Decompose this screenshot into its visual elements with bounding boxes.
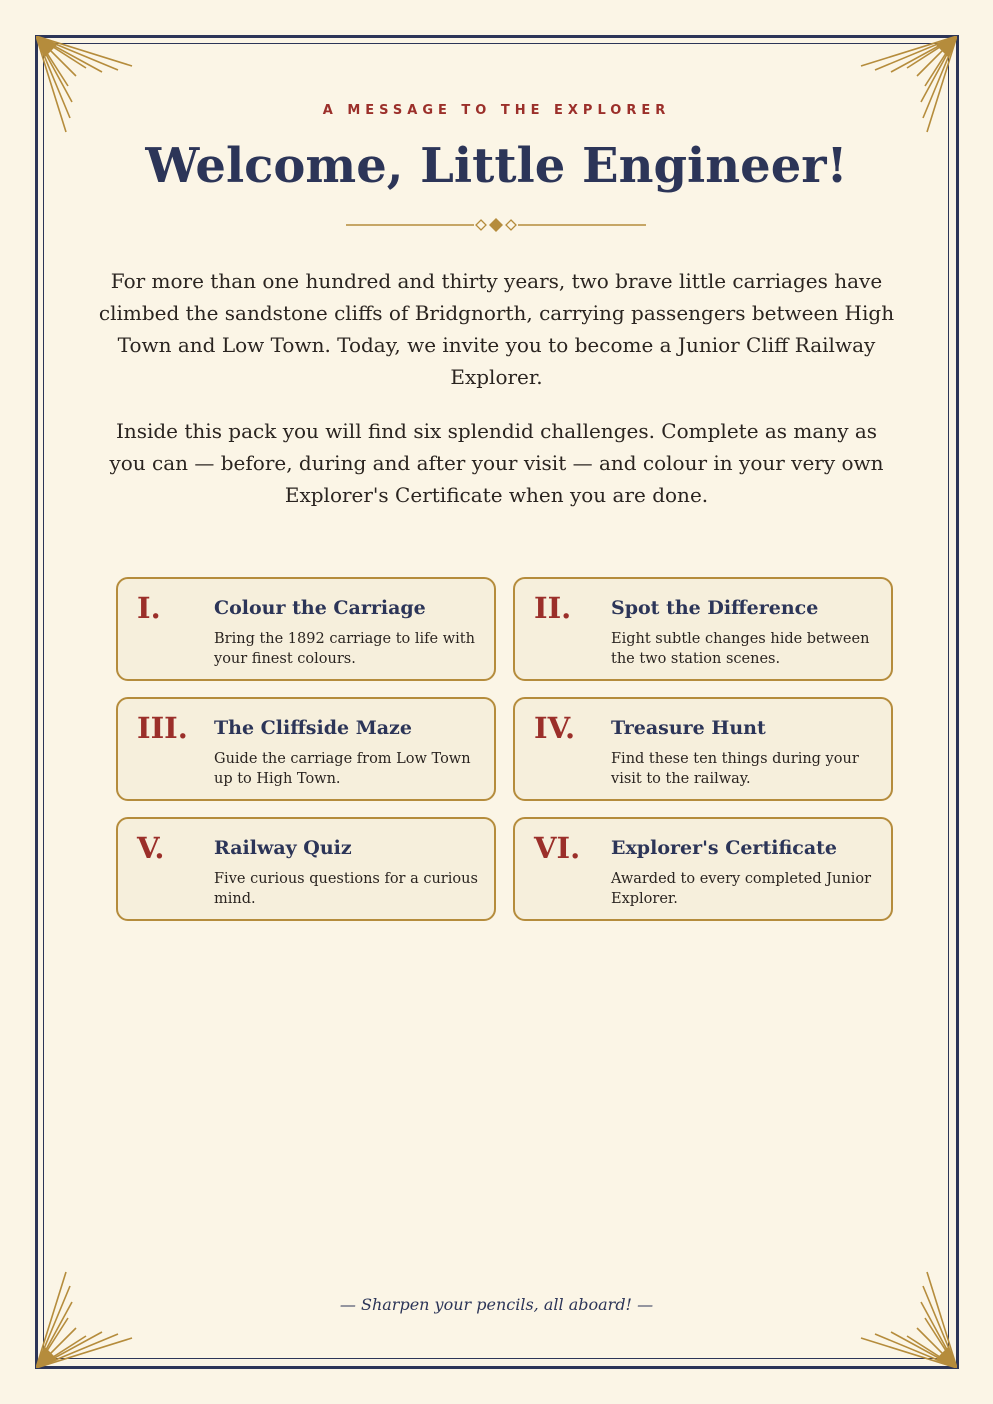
challenge-title: Spot the Difference [611, 597, 819, 619]
sunburst-corner-icon [857, 36, 957, 136]
challenge-numeral: VI. [534, 831, 581, 865]
challenge-card [116, 577, 496, 681]
challenge-grid [116, 577, 893, 921]
sunburst-corner-icon [36, 36, 136, 136]
challenge-description: Bring the 1892 carriage to life with your finest colours. [214, 631, 475, 667]
challenge-description: Find these ten things during your visit to the railway. [611, 751, 859, 787]
challenge-description: Awarded to every completed Junior Explorer. [611, 871, 872, 907]
intro-paragraph: Inside this pack you will find six splendid challenges. Complete as many as you can — before, during and after your visit — and colour in your very own Explorer's Certificate when you are done. [109, 419, 884, 507]
sunburst-corner-icon [857, 1268, 957, 1368]
challenge-numeral: IV. [534, 711, 576, 745]
challenge-card [513, 817, 893, 921]
challenge-card [116, 817, 496, 921]
challenge-title: Explorer's Certificate [611, 837, 837, 859]
challenge-description: Guide the carriage from Low Town up to High Town. [214, 751, 471, 787]
challenge-numeral: II. [534, 591, 572, 625]
intro-paragraph: For more than one hundred and thirty years, two brave little carriages have climbed the sandstone cliffs of Bridgnorth, carrying passengers between High Town and Low Town. Today, we invite you to become a Junior Cliff Railway Explorer. [98, 269, 895, 389]
eyebrow-label: A MESSAGE TO THE EXPLORER [322, 103, 671, 118]
challenge-card [513, 697, 893, 801]
diamond-divider-icon [346, 216, 646, 234]
footer-tagline: — Sharpen your pencils, all aboard! — [339, 1295, 654, 1314]
challenge-description: Eight subtle changes hide between the two station scenes. [611, 631, 870, 667]
challenge-card [513, 577, 893, 681]
challenge-title: Treasure Hunt [611, 717, 766, 739]
page-title: Welcome, Little Engineer! [145, 138, 848, 194]
challenge-description: Five curious questions for a curious mind. [214, 871, 478, 907]
challenge-title: Railway Quiz [214, 837, 352, 859]
challenge-numeral: I. [137, 591, 161, 625]
challenge-title: Colour the Carriage [214, 597, 426, 619]
challenge-numeral: V. [137, 831, 165, 865]
challenge-card [116, 697, 496, 801]
challenge-numeral: III. [137, 711, 188, 745]
challenge-title: The Cliffside Maze [214, 717, 412, 739]
sunburst-corner-icon [36, 1268, 136, 1368]
